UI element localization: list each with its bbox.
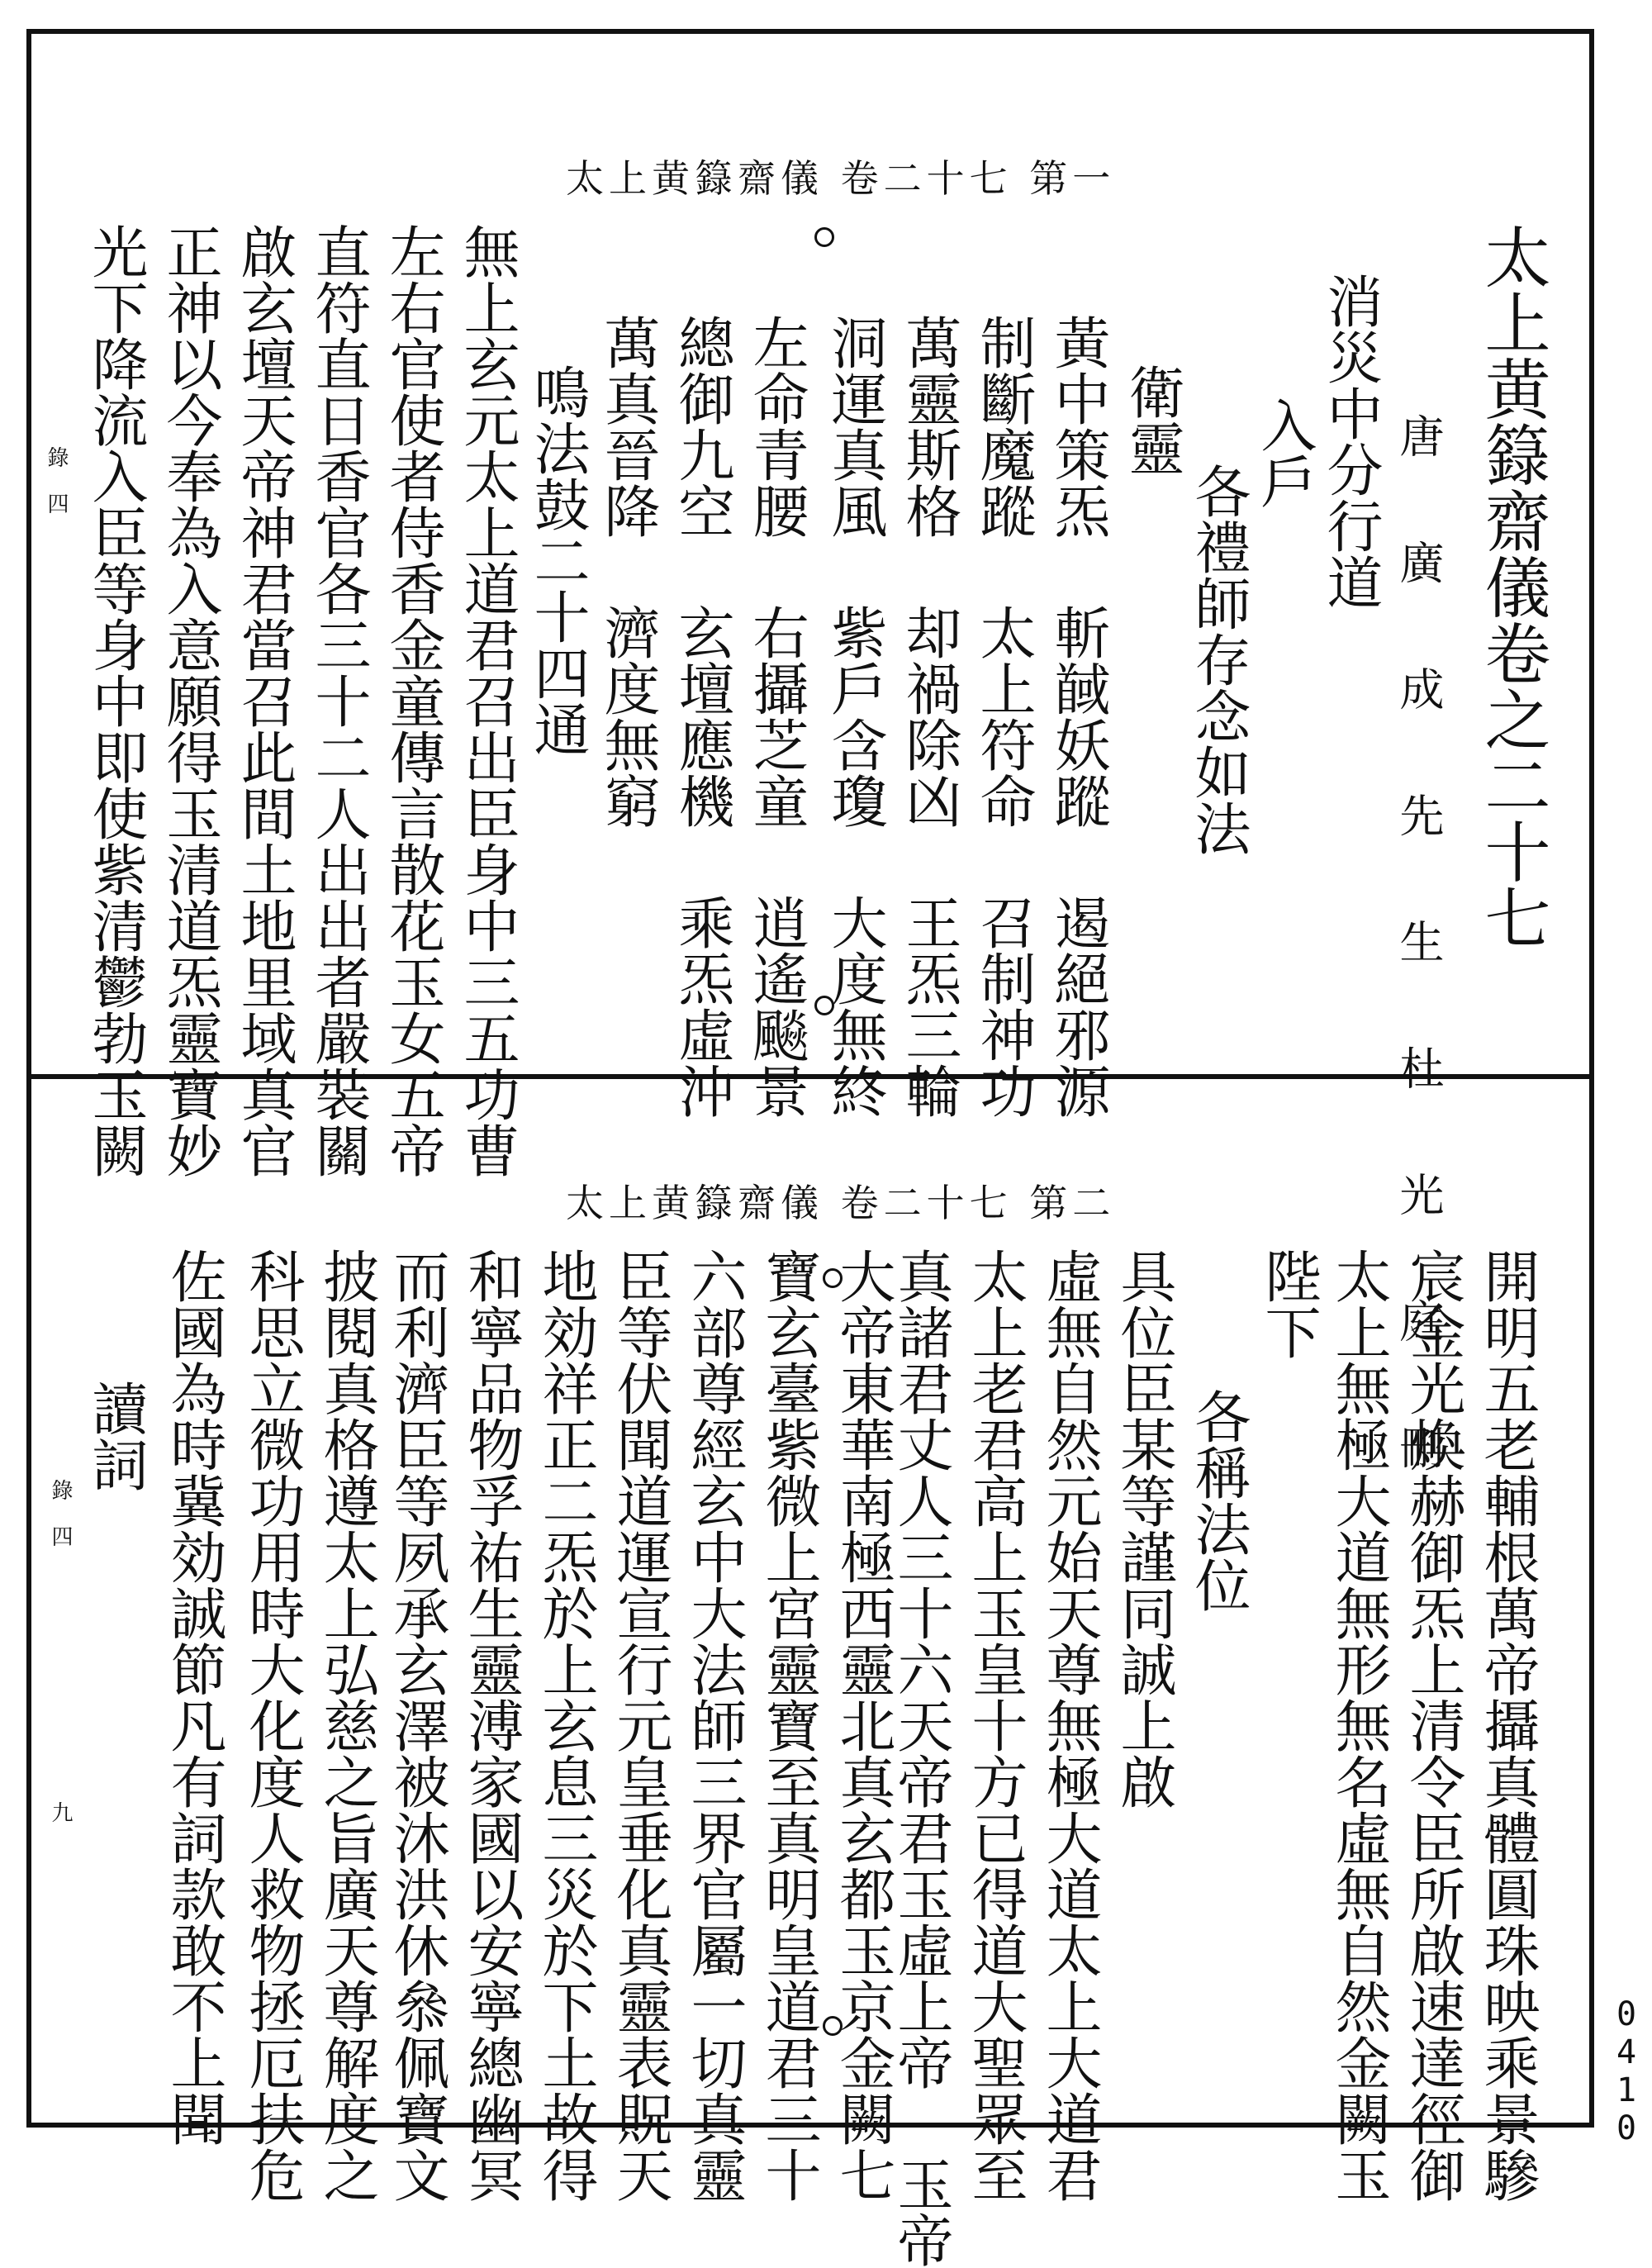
bottom-col-12: 六部尊經玄中大法師三界官屬一切真靈 (681, 1248, 747, 2203)
bottom-col-7: 虛無自然元始天尊無極大道太上大道君 (1037, 1248, 1102, 2203)
bottom-col-14: 地効祥正二炁於上玄息三災於下土故得 (533, 1248, 598, 2203)
bottom-col-4: 陛下 (1256, 1248, 1321, 1360)
top-col-7: 黃中策炁 斬馘妖蹤 遏絕邪源 (1045, 314, 1110, 1119)
top-col-1-title: 太上黄籙齋儀卷之二十七 (1474, 223, 1550, 950)
bottom-col-18: 科思立微功用時大化度人救物拯厄扶危 (240, 1248, 305, 2203)
top-col-17: 直符直日香官各三十二人出出者嚴裝關 (306, 223, 371, 1178)
top-col-2-author: 唐 廣 成 先 生 杜 光 庭 刪 (1393, 413, 1445, 1484)
bottom-margin-note-2: 九 (48, 1801, 73, 1823)
bottom-col-9: 真諸君丈人三十六天帝君玉虛上帝 玉帝 (888, 1248, 953, 2268)
top-circle-mark (814, 227, 834, 247)
top-col-13: 萬真晉降 濟度無窮 (595, 314, 660, 829)
top-col-18: 啟玄壇天帝神君當召此間土地里域真官 (231, 223, 297, 1178)
bottom-col-17: 披閱真格遵太上弘慈之旨廣天尊解度之 (314, 1248, 379, 2203)
page-number: 0410 (1607, 1995, 1645, 2147)
bottom-col-20: 讀詞 (83, 1380, 148, 1492)
bottom-col-6: 具位臣某等謹同誠上啟 (1111, 1248, 1176, 1809)
top-running-header: 太上黄籙齋儀 卷二十七 第一 (566, 156, 1116, 201)
bottom-col-10: 大帝東華南極西靈北真玄都玉京金闕七 (830, 1248, 895, 2203)
top-col-5: 各禮師存念如法 (1185, 463, 1251, 856)
top-col-19: 正神以今奉為入意願得玉清道炁靈寶妙 (157, 223, 222, 1178)
top-col-6: 衛靈 (1119, 364, 1184, 476)
top-col-4: 入戶 (1251, 397, 1317, 509)
top-col-14: 鳴法鼓二十四通 (525, 364, 590, 757)
bottom-col-5: 各稱法位 (1185, 1388, 1251, 1613)
top-col-16: 左右官使者侍香金童傳言散花玉女五帝 (380, 223, 445, 1178)
top-col-3: 消災中分行道 (1317, 273, 1383, 610)
top-margin-note: 錄 四 (44, 446, 69, 514)
bottom-col-15: 和寧品物孚祐生靈溥家國以安寧總幽冥 (458, 1248, 524, 2203)
bottom-col-1: 開明五老輔根萬帝攝真體圓珠映乘景驂 (1474, 1248, 1540, 2203)
bottom-col-19: 佐國為時冀効誠節凡有詞款敢不上聞 (161, 1248, 226, 2147)
bottom-running-header: 太上黄籙齋儀 卷二十七 第二 (566, 1181, 1116, 1225)
top-col-15: 無上玄元太上道君召出臣身中三五功曹 (454, 223, 520, 1178)
top-col-8: 制斷魔蹤 太上符命 召制神功 (971, 314, 1036, 1119)
bottom-col-13: 臣等伏聞道運宣行元皇垂化真靈表貺天 (607, 1248, 672, 2203)
bottom-col-3: 太上無極大道無形無名虛無自然金闕玉 (1326, 1248, 1391, 2203)
bottom-col-8: 太上老君高上玉皇十方已得道大聖眾至 (962, 1248, 1028, 2203)
top-col-10: 洞運真風 紫戶含瓊 大度無終 (822, 314, 887, 1119)
bottom-col-11: 寶玄臺紫微上宮靈寶至真明皇道君三十 (756, 1248, 821, 2203)
bottom-margin-note: 錄 四 (48, 1479, 73, 1547)
top-col-12: 總御九空 玄壇應機 乘炁虛沖 (669, 314, 734, 1119)
top-col-11: 左命青腰 右攝芝童 逍遙飈景 (743, 314, 809, 1119)
top-col-9: 萬靈斯格 却禍除凶 王炁三輪 (896, 314, 961, 1119)
top-col-20: 光下降流入臣等身中即使紫清鬱勃玉闕 (83, 223, 148, 1178)
bottom-col-2: 宸金光煥赫御炁上清令臣所啟速達徑御 (1400, 1248, 1465, 2203)
bottom-col-16: 而利濟臣等夙承玄澤被沐洪休叅佩寶文 (384, 1248, 449, 2203)
